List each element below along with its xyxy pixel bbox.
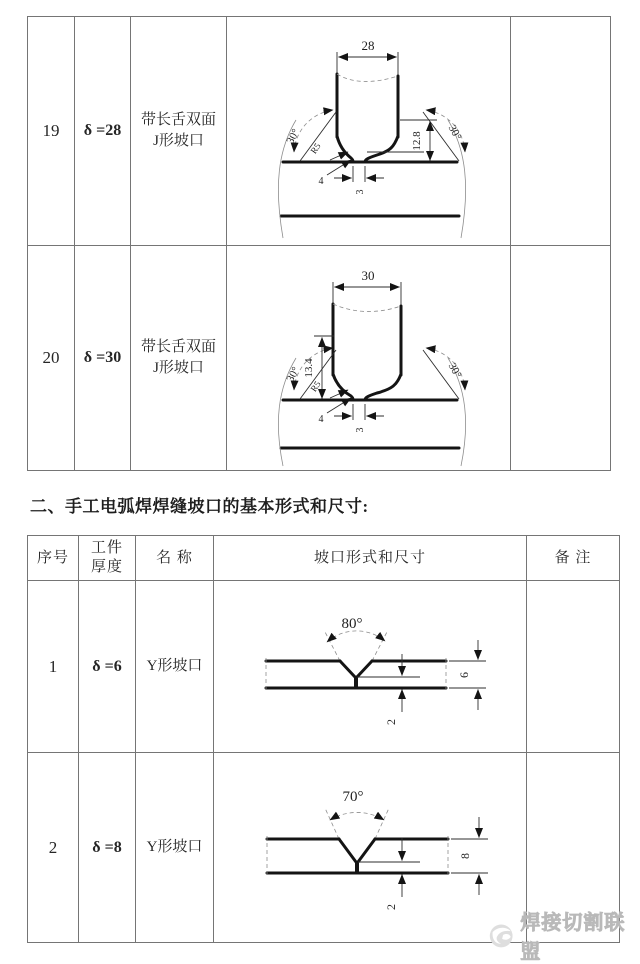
row1-number-cell <box>28 581 79 753</box>
dim-rootface-label: 2 <box>384 719 398 725</box>
j-groove-diagram-20 <box>227 246 510 470</box>
dim-gap-label: 3 <box>355 189 366 195</box>
thickness-value: δ =30 <box>83 349 122 366</box>
header-no-label: 序号 <box>36 549 69 566</box>
row2-number-cell <box>28 753 79 943</box>
thickness-value: δ =28 <box>83 122 122 139</box>
groove-name-line1: 带长舌双面 <box>140 339 216 355</box>
dim-depth-label: 13.4 <box>303 358 315 378</box>
dim-thickness-label: 6 <box>457 672 471 678</box>
y-groove-diagram-2 <box>214 753 526 942</box>
dim-rootface-label: 4 <box>318 414 324 425</box>
row19-number-cell <box>28 17 75 246</box>
groove-table-lower <box>27 535 620 943</box>
y-groove-diagram-1 <box>214 581 526 752</box>
row20-name-cell <box>131 246 227 471</box>
header-name <box>136 536 214 581</box>
header-thickness <box>79 536 136 581</box>
groove-table-upper <box>27 16 611 471</box>
thickness-value: δ =6 <box>92 657 122 675</box>
dim-gap-label: 3 <box>355 427 366 433</box>
dim-angle-left-label: 30° <box>284 126 303 147</box>
watermark-text: 焊接切割联盟 <box>520 912 626 963</box>
groove-name: Y形坡口 <box>146 839 203 855</box>
groove-name-line2: J形坡口 <box>153 133 204 149</box>
watermark-logo-icon <box>486 918 516 952</box>
row1-remarks-cell <box>527 581 620 753</box>
dim-thickness-label: 8 <box>458 853 472 859</box>
row-number: 2 <box>48 837 58 857</box>
dim-angle-right-label: 30° <box>445 122 464 143</box>
header-groove <box>214 536 527 581</box>
dim-rootface-label: 2 <box>384 904 398 910</box>
header-remarks-label: 备 注 <box>554 549 592 566</box>
dim-top-width-label: 30 <box>361 268 375 283</box>
header-groove-label: 坡口形式和尺寸 <box>313 549 426 566</box>
row-number: 19 <box>42 121 60 140</box>
header-name-label: 名 称 <box>156 549 193 566</box>
dim-rootface-label: 4 <box>318 176 324 187</box>
dim-angle-left-label: 30° <box>284 364 303 385</box>
header-thickness-line1: 工件 <box>90 540 123 556</box>
row19-diagram-cell <box>227 17 511 246</box>
groove-name-line2: J形坡口 <box>153 360 204 376</box>
dim-angle-label: 80° <box>341 616 363 632</box>
header-thickness-line2: 厚度 <box>90 559 123 575</box>
dim-top-width-label: 28 <box>361 38 375 53</box>
row-number: 1 <box>48 656 58 676</box>
row20-remarks-cell <box>511 246 611 471</box>
dim-angle-right-label: 30° <box>445 360 464 381</box>
header-no <box>28 536 79 581</box>
row2-thickness-cell <box>79 753 136 943</box>
row20-number-cell <box>28 246 75 471</box>
row20-diagram-cell <box>227 246 511 471</box>
row2-diagram-cell <box>214 753 527 943</box>
row-number: 20 <box>42 348 60 367</box>
section-heading: 二、手工电弧焊焊缝坡口的基本形式和尺寸: <box>30 497 369 516</box>
dim-angle-label: 70° <box>342 789 364 805</box>
row1-name-cell <box>136 581 214 753</box>
row1-thickness-cell <box>79 581 136 753</box>
dim-radius-label: R5 <box>308 141 323 156</box>
row19-remarks-cell <box>511 17 611 246</box>
row2-name-cell <box>136 753 214 943</box>
row19-name-cell <box>131 17 227 246</box>
dim-radius-label: R5 <box>308 379 323 394</box>
thickness-value: δ =8 <box>92 838 122 856</box>
j-groove-diagram-19 <box>227 17 510 245</box>
dim-depth-label: 12.8 <box>411 131 423 151</box>
groove-name: Y形坡口 <box>146 658 203 674</box>
groove-name-line1: 带长舌双面 <box>140 112 216 128</box>
row20-thickness-cell <box>75 246 131 471</box>
header-remarks <box>527 536 620 581</box>
row19-thickness-cell <box>75 17 131 246</box>
row1-diagram-cell <box>214 581 527 753</box>
watermark <box>486 906 640 964</box>
